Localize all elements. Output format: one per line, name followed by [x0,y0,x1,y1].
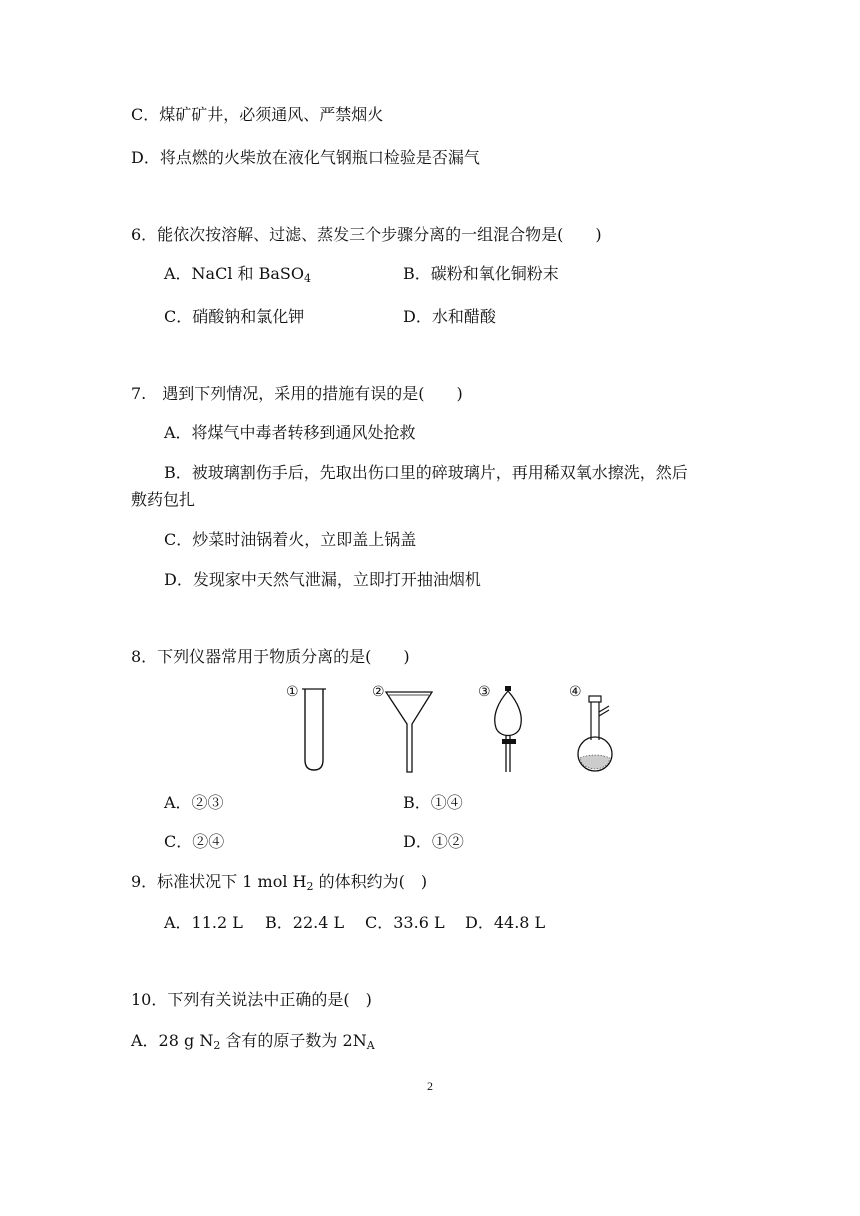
q8-option-b: B．①④ [403,793,463,812]
q7-stem: 7. 遇到下列情况，采用的措施有误的是( ) [131,384,463,403]
q6-stem: 6．能依次按溶解、过滤、蒸发三个步骤分离的一组混合物是( ) [131,225,602,244]
funnel-figure [372,684,434,776]
instrument-label-4: ④ [569,684,582,700]
instrument-label-3: ③ [478,684,491,700]
instrument-label-1: ① [286,684,299,700]
q5-option-d: D．将点燃的火柴放在液化气钢瓶口检验是否漏气 [131,148,480,167]
q10-stem: 10．下列有关说法中正确的是( ) [131,990,372,1009]
q7-option-b: B．被玻璃割伤手后，先取出伤口里的碎玻璃片，再用稀双氧水擦洗，然后 [164,463,688,482]
separatory-funnel-figure [478,684,528,774]
q8-option-c: C．②④ [164,832,225,851]
q9-stem: 9．标准状况下 1 mol $H_2$ 的体积约为( ) [131,872,428,893]
q7-option-d: D．发现家中天然气泄漏，立即打开抽油烟机 [164,570,481,589]
q6-option-c: C．硝酸钠和氯化钾 [164,307,305,326]
distillation-flask-figure [569,684,619,774]
q6-option-b: B．碳粉和氧化铜粉末 [403,264,559,283]
test-tube-figure [286,684,336,774]
q7-option-c: C．炒菜时油锅着火，立即盖上锅盖 [164,530,417,549]
q9-option-d: D．44.8 L [465,913,546,932]
instrument-label-2: ② [372,684,385,700]
q8-option-d: D．①② [403,832,464,851]
q5-option-c: C．煤矿矿井，必须通风、严禁烟火 [131,105,384,124]
q8-stem: 8．下列仪器常用于物质分离的是( ) [131,647,410,666]
page-number: 2 [427,1079,433,1093]
q6-option-a: A．NaCl 和 BaSO$_4$ [164,264,312,285]
q9-option-c: C．33.6 L [365,913,445,932]
q7-option-a: A．将煤气中毒者转移到通风处抢救 [164,423,416,442]
q9-option-a: A．11.2 L [164,913,243,932]
q6-option-d: D．水和醋酸 [403,307,496,326]
q7-option-b-continuation: 敷药包扎 [131,490,196,509]
q10-option-a: A．28 g $N_2$ 含有的原子数为 $2N_A$ [131,1031,375,1052]
q9-option-b: B．22.4 L [265,913,345,932]
q8-option-a: A．②③ [164,793,224,812]
